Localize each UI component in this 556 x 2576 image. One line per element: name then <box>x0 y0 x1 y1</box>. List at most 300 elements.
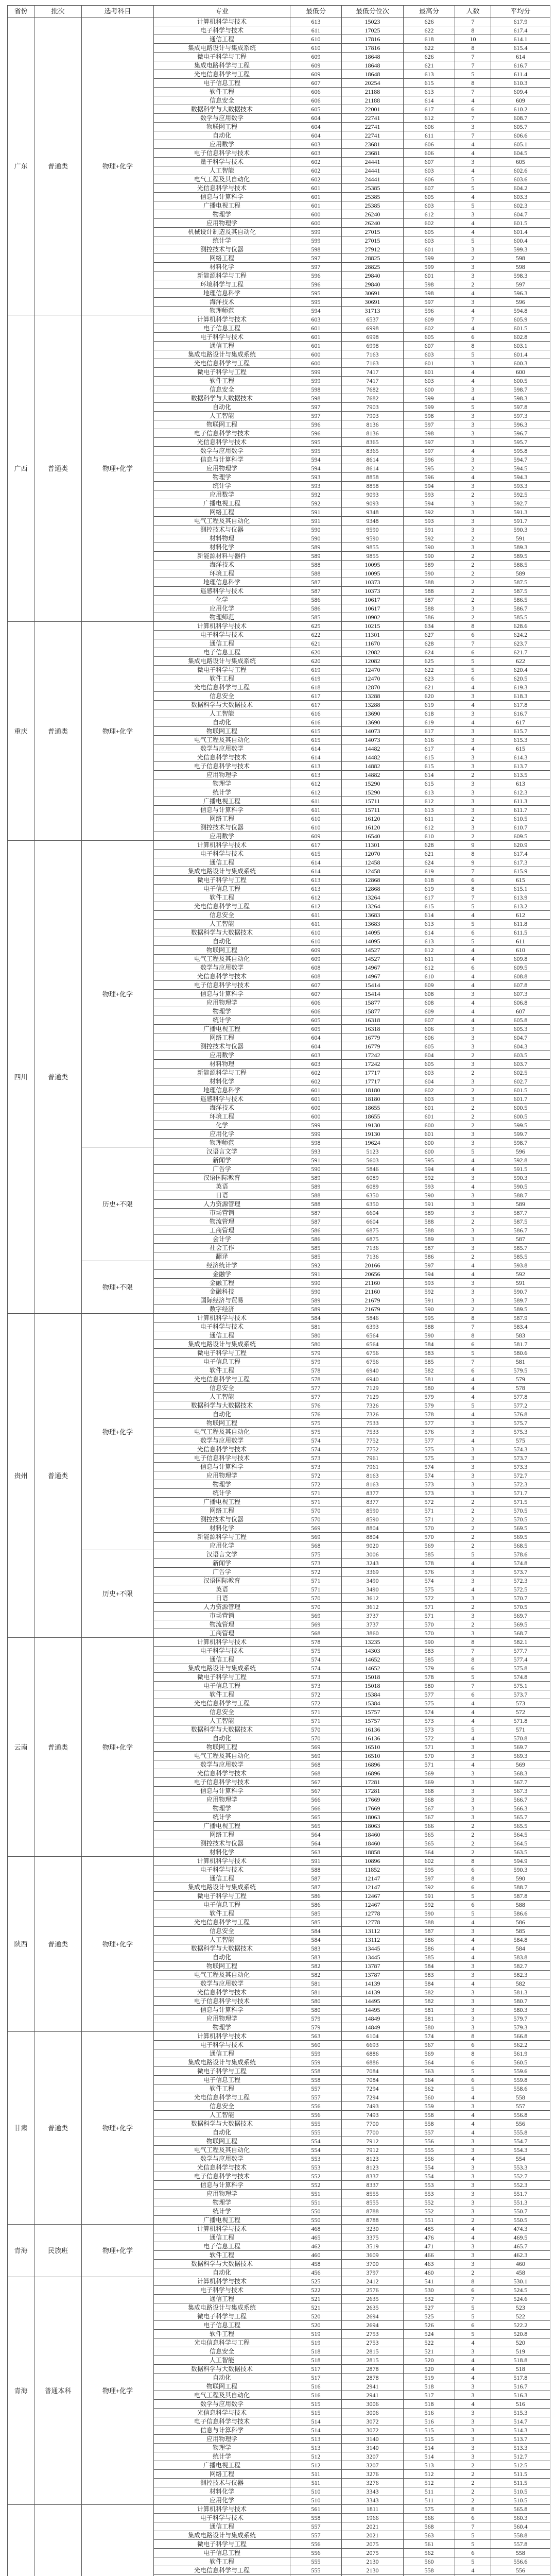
min-rank-cell: 6998 <box>342 342 404 350</box>
avg-score-cell: 600 <box>491 368 550 377</box>
major-cell: 信息安全 <box>154 692 290 701</box>
max-score-cell: 607 <box>404 184 455 193</box>
avg-score-cell: 574.8 <box>491 1559 550 1568</box>
avg-score-cell: 606.8 <box>491 998 550 1007</box>
count-cell: 2 <box>455 2496 491 2505</box>
min-rank-cell: 7136 <box>342 1244 404 1252</box>
min-rank-cell: 14849 <box>342 2014 404 2023</box>
max-score-cell: 608 <box>404 998 455 1007</box>
min-rank-cell: 7493 <box>342 2111 404 2120</box>
major-cell: 电子科学与技术 <box>154 26 290 35</box>
avg-score-cell: 552.7 <box>491 2172 550 2181</box>
province-cell: 陕西 <box>8 1857 34 2032</box>
max-score-cell: 571 <box>404 1515 455 1524</box>
min-rank-cell: 6537 <box>342 315 404 324</box>
count-cell: 8 <box>455 1331 491 1340</box>
max-score-cell: 520 <box>404 2365 455 2374</box>
count-cell: 4 <box>455 1734 491 1743</box>
min-rank-cell: 12147 <box>342 1874 404 1883</box>
min-rank-cell: 18655 <box>342 1104 404 1112</box>
min-rank-cell: 6693 <box>342 2041 404 2049</box>
max-score-cell: 605 <box>404 1042 455 1051</box>
count-cell: 8 <box>455 2505 491 2514</box>
avg-score-cell: 624.2 <box>491 631 550 639</box>
avg-score-cell: 587.5 <box>491 587 550 596</box>
avg-score-cell: 600.5 <box>491 1104 550 1112</box>
max-score-cell: 515 <box>404 2426 455 2435</box>
major-cell: 物理学 <box>154 2023 290 2032</box>
min-score-cell: 571 <box>290 1717 342 1725</box>
min-score-cell: 603 <box>290 315 342 324</box>
min-score-cell: 588 <box>290 1200 342 1209</box>
major-cell: 集成电路设计与集成系统 <box>154 350 290 359</box>
major-cell: 自动化 <box>154 1410 290 1419</box>
count-cell: 3 <box>455 1191 491 1200</box>
count-cell: 3 <box>455 429 491 438</box>
max-score-cell: 573 <box>404 1489 455 1498</box>
min-score-cell: 617 <box>290 841 342 850</box>
max-score-cell: 595 <box>404 464 455 473</box>
max-score-cell: 603 <box>404 350 455 359</box>
province-cell: 贵州 <box>8 1314 34 1638</box>
min-rank-cell: 23681 <box>342 140 404 149</box>
min-score-cell: 604 <box>290 123 342 131</box>
max-score-cell: 513 <box>404 2461 455 2470</box>
major-cell: 电子信息工程 <box>154 2321 290 2330</box>
count-cell: 3 <box>455 482 491 490</box>
min-rank-cell: 3612 <box>342 1594 404 1603</box>
subject-requirement-cell: 物理+化学 <box>82 1314 154 1550</box>
min-rank-cell: 8377 <box>342 1498 404 1506</box>
avg-score-cell: 579.3 <box>491 2023 550 2032</box>
min-rank-cell: 15290 <box>342 788 404 797</box>
major-cell: 物联网工程 <box>154 1962 290 1971</box>
major-cell: 人力资源管理 <box>154 1200 290 1209</box>
min-score-cell: 585 <box>290 1918 342 1927</box>
max-score-cell: 569 <box>404 1778 455 1787</box>
min-score-cell: 522 <box>290 2286 342 2295</box>
major-cell: 数据科学与大数据技术 <box>154 2260 290 2268</box>
max-score-cell: 608 <box>404 990 455 998</box>
count-cell: 2 <box>455 2268 491 2277</box>
min-rank-cell: 13690 <box>342 709 404 718</box>
min-rank-cell: 5123 <box>342 1147 404 1156</box>
avg-score-cell: 558.6 <box>491 2084 550 2093</box>
min-rank-cell: 15757 <box>342 1717 404 1725</box>
min-score-cell: 520 <box>290 2312 342 2321</box>
major-cell: 物理学 <box>154 779 290 788</box>
min-rank-cell: 16120 <box>342 815 404 823</box>
min-score-cell: 610 <box>290 937 342 946</box>
count-cell: 8 <box>455 1314 491 1323</box>
min-score-cell: 519 <box>290 2330 342 2338</box>
count-cell: 3 <box>455 2146 491 2155</box>
count-cell: 3 <box>455 1095 491 1104</box>
avg-score-cell: 613.7 <box>491 762 550 771</box>
min-score-cell: 580 <box>290 2006 342 2014</box>
count-cell: 3 <box>455 1060 491 1069</box>
count-cell: 6 <box>455 333 491 342</box>
major-cell: 软件工程 <box>154 2084 290 2093</box>
major-cell: 软件工程 <box>154 2557 290 2566</box>
major-cell: 信息与计算科学 <box>154 1463 290 1471</box>
major-cell: 软件工程 <box>154 1909 290 1918</box>
max-score-cell: 605 <box>404 193 455 201</box>
min-rank-cell: 13264 <box>342 893 404 902</box>
major-cell: 统计学 <box>154 788 290 797</box>
major-cell: 物联网工程 <box>154 2382 290 2391</box>
major-cell: 电子信息工程 <box>154 648 290 657</box>
count-cell: 8 <box>455 26 491 35</box>
min-rank-cell: 12467 <box>342 1901 404 1909</box>
min-score-cell: 553 <box>290 2163 342 2172</box>
min-rank-cell: 2941 <box>342 2382 404 2391</box>
min-score-cell: 620 <box>290 657 342 666</box>
max-score-cell: 584 <box>404 1979 455 1988</box>
major-cell: 电子信息工程 <box>154 2549 290 2557</box>
avg-score-cell: 601.5 <box>491 1086 550 1095</box>
min-rank-cell: 28825 <box>342 263 404 272</box>
major-cell: 通信工程 <box>154 35 290 44</box>
major-cell: 计算机科学与技术 <box>154 1857 290 1866</box>
avg-score-cell: 520 <box>491 2338 550 2347</box>
major-cell: 网络工程 <box>154 254 290 263</box>
min-score-cell: 602 <box>290 166 342 175</box>
avg-score-cell: 623.7 <box>491 639 550 648</box>
count-cell: 3 <box>455 2391 491 2400</box>
subject-requirement-cell: 物理+化学 <box>82 2277 154 2505</box>
avg-score-cell: 598 <box>491 254 550 263</box>
avg-score-cell: 569.5 <box>491 1524 550 1533</box>
max-score-cell: 571 <box>404 1743 455 1752</box>
min-score-cell: 612 <box>290 779 342 788</box>
min-rank-cell: 8123 <box>342 2155 404 2163</box>
count-cell: 2 <box>455 771 491 779</box>
max-score-cell: 571 <box>404 1506 455 1515</box>
min-rank-cell: 2878 <box>342 2365 404 2374</box>
count-cell: 5 <box>455 657 491 666</box>
min-score-cell: 588 <box>290 569 342 578</box>
max-score-cell: 603 <box>404 1095 455 1104</box>
major-cell: 汉语国际教育 <box>154 1577 290 1585</box>
max-score-cell: 554 <box>404 2172 455 2181</box>
min-rank-cell: 7682 <box>342 394 404 403</box>
count-cell: 3 <box>455 692 491 701</box>
count-cell: 4 <box>455 228 491 236</box>
min-rank-cell: 8858 <box>342 473 404 482</box>
min-score-cell: 557 <box>290 2093 342 2102</box>
major-cell: 物理学 <box>154 210 290 219</box>
min-rank-cell: 3490 <box>342 1577 404 1585</box>
count-cell: 2 <box>455 1217 491 1226</box>
min-score-cell: 575 <box>290 1428 342 1436</box>
avg-score-cell: 615 <box>491 744 550 753</box>
min-rank-cell: 17669 <box>342 1804 404 1813</box>
min-rank-cell: 14482 <box>342 744 404 753</box>
min-score-cell: 601 <box>290 201 342 210</box>
avg-score-cell: 583.8 <box>491 1953 550 1962</box>
max-score-cell: 541 <box>404 2277 455 2286</box>
max-score-cell: 609 <box>404 981 455 990</box>
min-rank-cell: 16510 <box>342 1743 404 1752</box>
major-cell: 电子科学与技术 <box>154 2286 290 2295</box>
avg-score-cell: 628.6 <box>491 622 550 631</box>
subject-requirement-cell: 物理+化学 <box>82 18 154 315</box>
major-cell: 测控技术与仪器 <box>154 1839 290 1848</box>
count-cell: 4 <box>455 1384 491 1393</box>
avg-score-cell: 556 <box>491 2566 550 2575</box>
max-score-cell: 603 <box>404 166 455 175</box>
header-province: 省份 <box>8 6 34 18</box>
min-rank-cell: 7294 <box>342 2084 404 2093</box>
min-score-cell: 606 <box>290 96 342 105</box>
min-rank-cell: 24441 <box>342 166 404 175</box>
count-cell: 2 <box>455 1839 491 1848</box>
province-cell: 青海 <box>8 2225 34 2277</box>
min-rank-cell: 9348 <box>342 508 404 517</box>
min-score-cell: 611 <box>290 911 342 920</box>
count-cell: 6 <box>455 2058 491 2067</box>
min-score-cell: 513 <box>290 2444 342 2452</box>
major-cell: 电子信息工程 <box>154 1901 290 1909</box>
max-score-cell: 590 <box>404 1191 455 1200</box>
header-min-score: 最低分 <box>290 6 342 18</box>
avg-score-cell: 615.4 <box>491 44 550 53</box>
major-cell: 软件工程 <box>154 893 290 902</box>
count-cell: 3 <box>455 709 491 718</box>
min-score-cell: 586 <box>290 596 342 604</box>
major-cell: 新能源科学与工程 <box>154 1533 290 1541</box>
major-cell: 日语 <box>154 1191 290 1200</box>
min-score-cell: 572 <box>290 1690 342 1699</box>
min-rank-cell: 15414 <box>342 990 404 998</box>
max-score-cell: 593 <box>404 1182 455 1191</box>
max-score-cell: 606 <box>404 1025 455 1033</box>
min-score-cell: 517 <box>290 2374 342 2382</box>
min-rank-cell: 14482 <box>342 753 404 762</box>
min-score-cell: 568 <box>290 1629 342 1638</box>
min-score-cell: 566 <box>290 1795 342 1804</box>
avg-score-cell: 617 <box>491 718 550 727</box>
count-cell: 4 <box>455 1007 491 1016</box>
count-cell: 2 <box>455 1069 491 1077</box>
batch-cell: 普通类 <box>34 315 82 622</box>
min-rank-cell: 18180 <box>342 1095 404 1104</box>
avg-score-cell: 592 <box>491 1270 550 1279</box>
count-cell: 3 <box>455 727 491 736</box>
max-score-cell: 622 <box>404 666 455 674</box>
min-rank-cell: 17281 <box>342 1787 404 1795</box>
major-cell: 遥感科学与技术 <box>154 1095 290 1104</box>
max-score-cell: 584 <box>404 1962 455 1971</box>
min-score-cell: 601 <box>290 333 342 342</box>
min-score-cell: 584 <box>290 1314 342 1323</box>
count-cell: 3 <box>455 2251 491 2260</box>
max-score-cell: 570 <box>404 1524 455 1533</box>
avg-score-cell: 552.3 <box>491 2181 550 2190</box>
min-score-cell: 568 <box>290 1760 342 1769</box>
count-cell: 8 <box>455 1655 491 1664</box>
count-cell: 4 <box>455 1375 491 1384</box>
avg-score-cell: 581.7 <box>491 1340 550 1349</box>
min-rank-cell: 11301 <box>342 631 404 639</box>
avg-score-cell: 615.7 <box>491 727 550 736</box>
min-rank-cell: 2753 <box>342 2330 404 2338</box>
count-cell: 5 <box>455 2557 491 2566</box>
count-cell: 4 <box>455 2356 491 2365</box>
min-score-cell: 610 <box>290 44 342 53</box>
count-cell: 3 <box>455 823 491 832</box>
min-score-cell: 554 <box>290 2137 342 2146</box>
major-cell: 应用数学 <box>154 832 290 841</box>
count-cell: 2 <box>455 2461 491 2470</box>
min-score-cell: 587 <box>290 1883 342 1892</box>
min-score-cell: 571 <box>290 1585 342 1594</box>
min-score-cell: 603 <box>290 1051 342 1060</box>
major-cell: 统计学 <box>154 1813 290 1822</box>
count-cell: 3 <box>455 412 491 420</box>
min-score-cell: 572 <box>290 1699 342 1708</box>
major-cell: 电子科学与技术 <box>154 2514 290 2522</box>
min-score-cell: 585 <box>290 613 342 622</box>
min-rank-cell: 3737 <box>342 1612 404 1620</box>
major-cell: 微电子科学与工程 <box>154 1892 290 1901</box>
min-rank-cell: 12082 <box>342 657 404 666</box>
major-cell: 测控技术与仪器 <box>154 245 290 254</box>
avg-score-cell: 568.7 <box>491 1629 550 1638</box>
avg-score-cell: 590.7 <box>491 1287 550 1296</box>
major-cell: 地理信息科学 <box>154 289 290 298</box>
count-cell: 2 <box>455 1252 491 1261</box>
min-score-cell: 458 <box>290 2260 342 2268</box>
count-cell: 3 <box>455 1489 491 1498</box>
major-cell: 材料化学 <box>154 1524 290 1533</box>
max-score-cell: 592 <box>404 1883 455 1892</box>
max-score-cell: 590 <box>404 1305 455 1314</box>
count-cell: 3 <box>455 2137 491 2146</box>
min-score-cell: 511 <box>290 2470 342 2479</box>
count-cell: 3 <box>455 1577 491 1585</box>
max-score-cell: 581 <box>404 2006 455 2014</box>
min-score-cell: 605 <box>290 1016 342 1025</box>
count-cell: 4 <box>455 193 491 201</box>
min-score-cell: 565 <box>290 1822 342 1831</box>
max-score-cell: 596 <box>404 473 455 482</box>
max-score-cell: 619 <box>404 701 455 709</box>
min-rank-cell: 8163 <box>342 1480 404 1489</box>
count-cell: 3 <box>455 420 491 429</box>
min-score-cell: 456 <box>290 2268 342 2277</box>
min-score-cell: 613 <box>290 18 342 26</box>
min-score-cell: 515 <box>290 2400 342 2409</box>
min-score-cell: 603 <box>290 149 342 158</box>
major-cell: 集成电路设计与集成系统 <box>154 867 290 876</box>
min-rank-cell: 16896 <box>342 1769 404 1778</box>
avg-score-cell: 593.3 <box>491 482 550 490</box>
avg-score-cell: 617.4 <box>491 26 550 35</box>
min-score-cell: 586 <box>290 1901 342 1909</box>
count-cell: 7 <box>455 867 491 876</box>
count-cell: 3 <box>455 1568 491 1577</box>
min-score-cell: 551 <box>290 2198 342 2207</box>
count-cell: 8 <box>455 342 491 350</box>
count-cell: 2 <box>455 1515 491 1524</box>
count-cell: 4 <box>455 2400 491 2409</box>
avg-score-cell: 575.1 <box>491 1682 550 1690</box>
min-rank-cell: 3207 <box>342 2452 404 2461</box>
major-cell: 数字经济 <box>154 1305 290 1314</box>
major-cell: 微电子科学与工程 <box>154 2312 290 2321</box>
min-score-cell: 586 <box>290 1235 342 1244</box>
avg-score-cell: 601.4 <box>491 350 550 359</box>
avg-score-cell: 605 <box>491 158 550 166</box>
max-score-cell: 606 <box>404 149 455 158</box>
major-cell: 人工智能 <box>154 709 290 718</box>
count-cell: 3 <box>455 1752 491 1760</box>
avg-score-cell: 604.5 <box>491 149 550 158</box>
min-score-cell: 599 <box>290 1130 342 1139</box>
avg-score-cell: 569.7 <box>491 1612 550 1620</box>
min-rank-cell: 3612 <box>342 1603 404 1612</box>
major-cell: 数学与应用数学 <box>154 2400 290 2409</box>
max-score-cell: 613 <box>404 920 455 928</box>
avg-score-cell: 611.7 <box>491 806 550 815</box>
max-score-cell: 611 <box>404 955 455 963</box>
major-cell: 集成电路设计与集成系统 <box>154 2303 290 2312</box>
avg-score-cell: 518.8 <box>491 2356 550 2365</box>
min-score-cell: 605 <box>290 1025 342 1033</box>
avg-score-cell: 598.3 <box>491 394 550 403</box>
min-score-cell: 604 <box>290 114 342 123</box>
max-score-cell: 602 <box>404 324 455 333</box>
min-rank-cell: 15023 <box>342 18 404 26</box>
avg-score-cell: 557.8 <box>491 2540 550 2549</box>
avg-score-cell: 597.8 <box>491 403 550 412</box>
avg-score-cell: 582 <box>491 1979 550 1988</box>
batch-cell: 普通类 <box>34 18 82 315</box>
count-cell: 5 <box>455 2531 491 2540</box>
max-score-cell: 512 <box>404 2470 455 2479</box>
min-rank-cell: 10215 <box>342 622 404 631</box>
count-cell: 5 <box>455 175 491 184</box>
max-score-cell: 518 <box>404 2382 455 2391</box>
max-score-cell: 568 <box>404 1787 455 1795</box>
min-rank-cell: 7682 <box>342 385 404 394</box>
max-score-cell: 614 <box>404 911 455 920</box>
count-cell: 3 <box>455 2198 491 2207</box>
min-rank-cell: 16136 <box>342 1725 404 1734</box>
avg-score-cell: 571 <box>491 1725 550 1734</box>
avg-score-cell: 595.8 <box>491 447 550 455</box>
table-row <box>8 2505 550 2514</box>
min-rank-cell: 10902 <box>342 613 404 622</box>
subject-requirement-cell <box>82 2505 154 2576</box>
avg-score-cell: 586.7 <box>491 1226 550 1235</box>
count-cell: 5 <box>455 2330 491 2338</box>
count-cell: 6 <box>455 1664 491 1673</box>
header-max-score: 最高分 <box>404 6 455 18</box>
count-cell: 3 <box>455 779 491 788</box>
max-score-cell: 605 <box>404 333 455 342</box>
major-cell: 应用化学 <box>154 1541 290 1550</box>
min-rank-cell: 8788 <box>342 2207 404 2216</box>
major-cell: 地理信息科学 <box>154 578 290 587</box>
max-score-cell: 613 <box>404 88 455 96</box>
batch-cell: 普通本科 <box>34 2277 82 2505</box>
major-cell: 集成电路设计与集成系统 <box>154 657 290 666</box>
count-cell: 6 <box>455 963 491 972</box>
avg-score-cell: 596.7 <box>491 429 550 438</box>
